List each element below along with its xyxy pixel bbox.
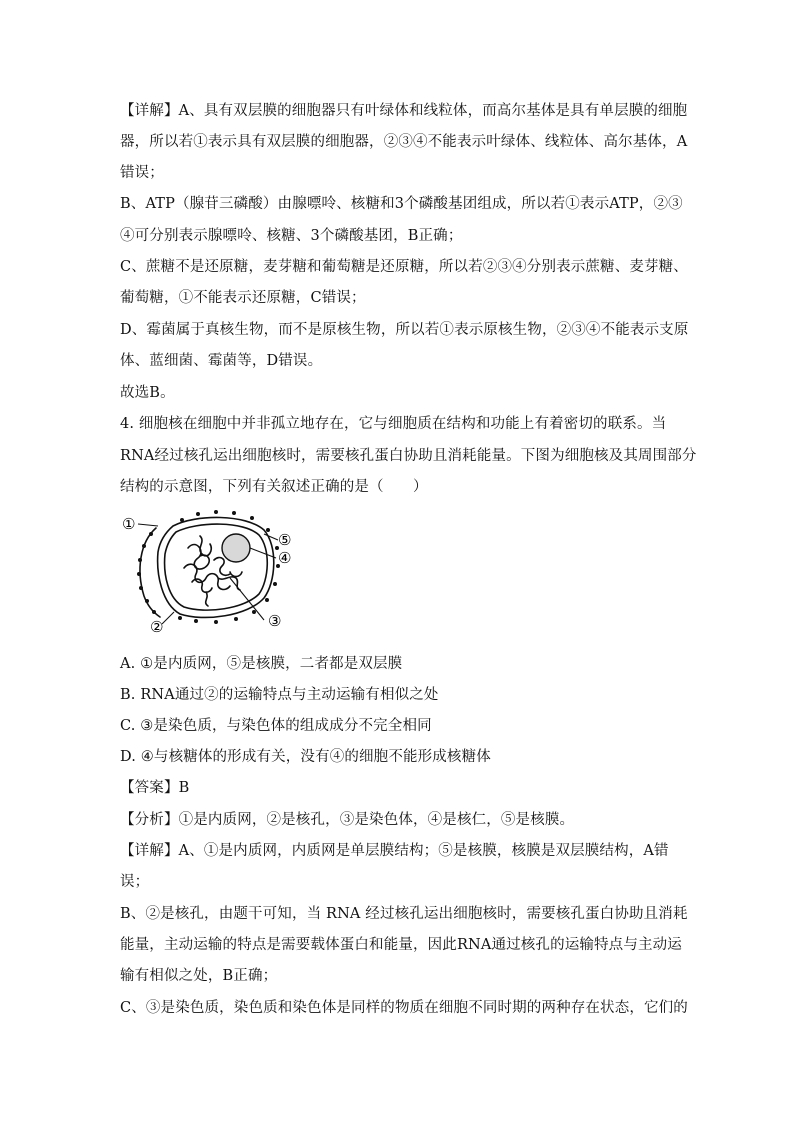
text-line: 【详解】A、①是内质网，内质网是单层膜结构；⑤是核膜，核膜是双层膜结构，A错 — [120, 843, 669, 859]
figure-label-5: ⑤ — [278, 531, 292, 549]
figure-label-3: ③ — [268, 612, 282, 630]
nuclear-envelope-inner — [165, 524, 268, 610]
er-membrane — [140, 528, 160, 617]
text-line: 能量，主动运输的特点是需要载体蛋白和能量，因此RNA通过核孔的运输特点与主动运 — [120, 937, 682, 953]
question-stem-line: 结构的示意图，下列有关叙述正确的是（ ） — [120, 479, 428, 495]
option-d: D. ④与核糖体的形成有关，没有④的细胞不能形成核糖体 — [120, 749, 491, 765]
option-b: B. RNA通过②的运输特点与主动运输有相似之处 — [120, 687, 439, 703]
text-line: 故选B。 — [120, 385, 175, 401]
text-line: 【详解】A、具有双层膜的细胞器只有叶绿体和线粒体，而高尔基体是具有单层膜的细胞 — [120, 103, 688, 119]
question-stem-line: RNA经过核孔运出细胞核时，需要核孔蛋白协助且消耗能量。下图为细胞核及其周围部分 — [120, 448, 697, 464]
answer-line: 【答案】B — [120, 780, 190, 796]
text-line: 错误； — [120, 165, 164, 181]
figure-label-1: ① — [122, 515, 136, 533]
question-stem-line: 4. 细胞核在细胞中并非孤立地存在，它与细胞质在结构和功能上有着密切的联系。当 — [120, 416, 667, 432]
figure-label-4: ④ — [278, 549, 292, 567]
nucleus-diagram — [118, 508, 318, 638]
text-line: 葡萄糖，①不能表示还原糖，C错误； — [120, 290, 366, 306]
text-line: 体、蓝细菌、霉菌等，D错误。 — [120, 353, 323, 369]
text-line: B、ATP（腺苷三磷酸）由腺嘌呤、核糖和3个磷酸基团组成，所以若①表示ATP，②③ — [120, 196, 683, 212]
figure-label-2: ② — [150, 618, 164, 636]
text-line: C、③是染色质，染色质和染色体是同样的物质在细胞不同时期的两种存在状态，它们的 — [120, 1000, 688, 1016]
text-line: 器，所以若①表示具有双层膜的细胞器，②③④不能表示叶绿体、线粒体、高尔基体，A — [120, 134, 688, 150]
text-line: D、霉菌属于真核生物，而不是原核生物，所以若①表示原核生物，②③④不能表示支原 — [120, 322, 689, 338]
text-line: 误； — [120, 874, 150, 890]
text-line: B、②是核孔，由题干可知，当 RNA 经过核孔运出细胞核时，需要核孔蛋白协助且消耗 — [120, 906, 688, 922]
option-a: A. ①是内质网，⑤是核膜，二者都是双层膜 — [120, 656, 403, 672]
text-line: 输有相似之处，B正确； — [120, 968, 278, 984]
text-line: C、蔗糖不是还原糖，麦芽糖和葡萄糖是还原糖，所以若②③④分别表示蔗糖、麦芽糖、 — [120, 259, 688, 275]
option-c: C. ③是染色质，与染色体的组成成分不完全相同 — [120, 718, 432, 734]
text-line: ④可分别表示腺嘌呤、核糖、3个磷酸基团，B正确； — [120, 228, 463, 244]
nucleolus — [222, 534, 250, 562]
analysis-line: 【分析】①是内质网，②是核孔，③是染色体，④是核仁，⑤是核膜。 — [120, 812, 575, 828]
